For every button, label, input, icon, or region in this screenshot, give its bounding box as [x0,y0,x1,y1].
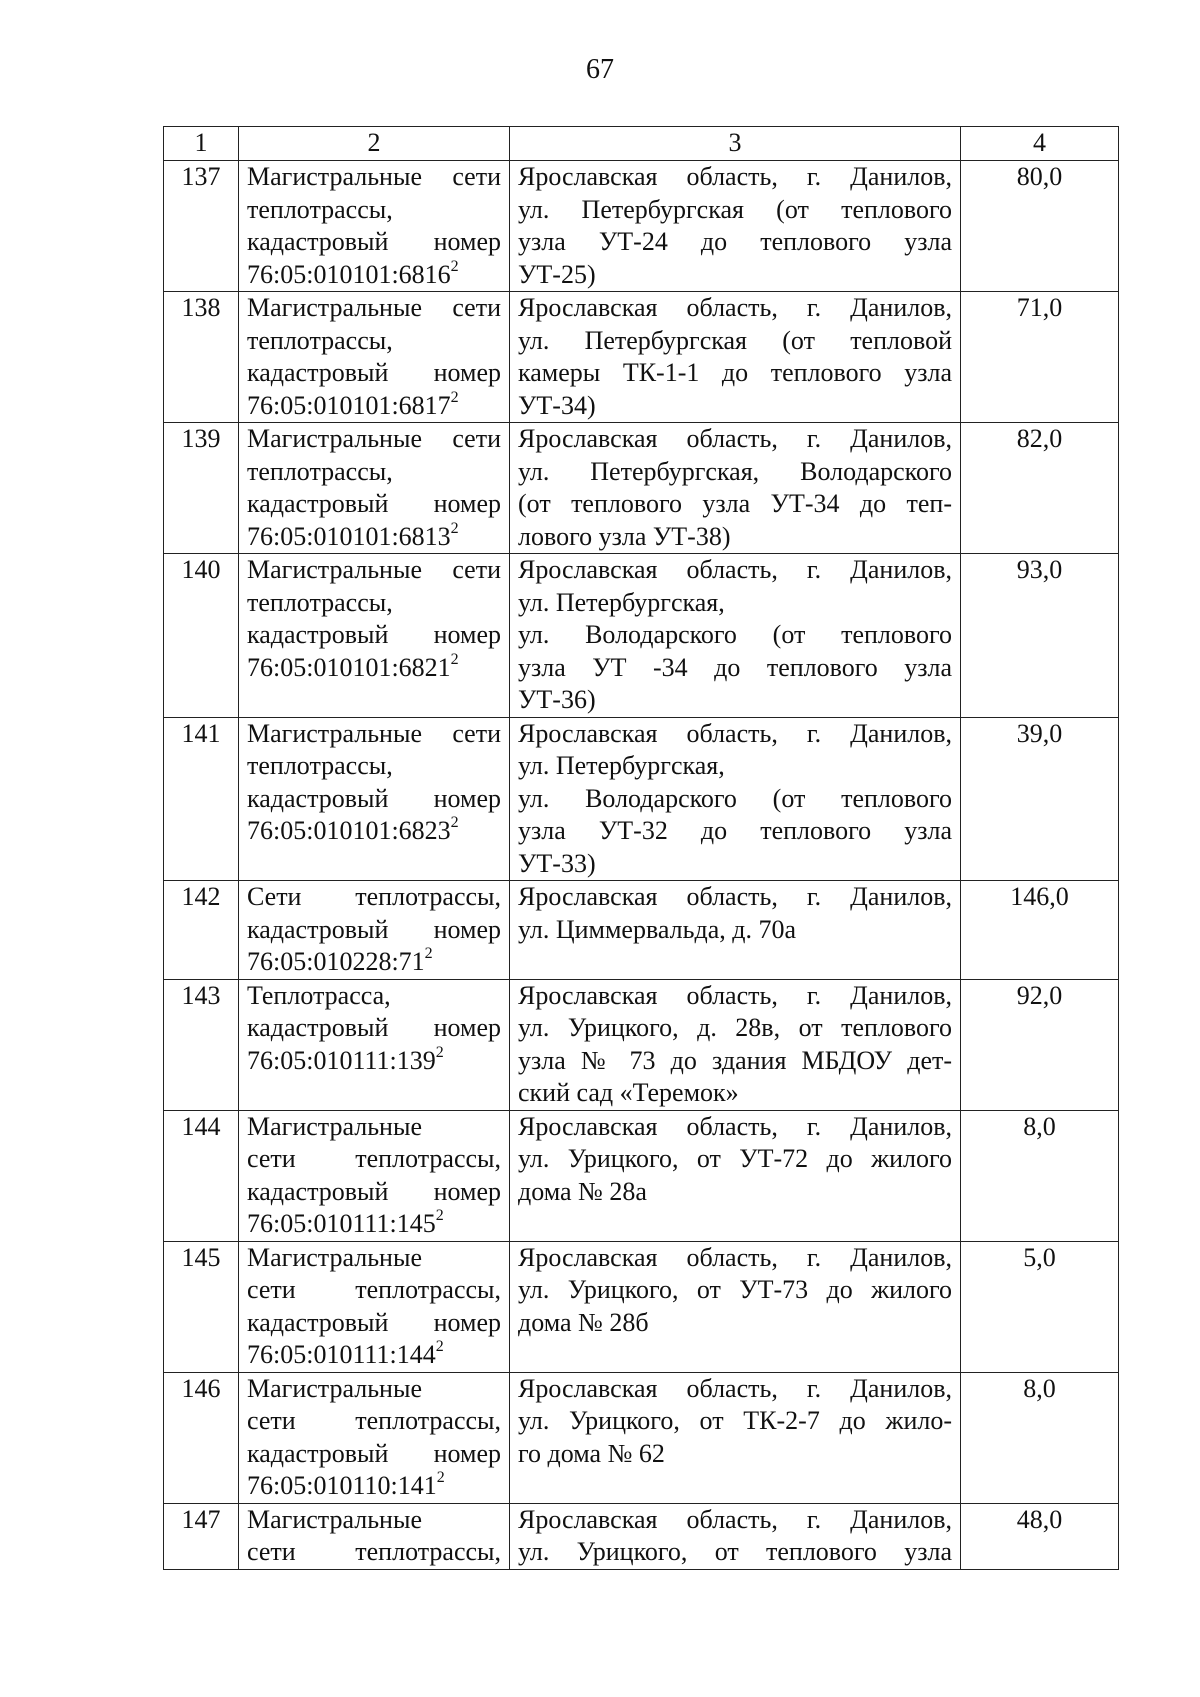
address-line: (от теплового узла УТ-34 до теп- [518,489,952,518]
object-name-line [247,456,501,489]
table-row [164,881,1119,980]
object-name-text: 76:05:010111:144 [247,1340,436,1369]
object-name-text: 76:05:010111:145 [247,1209,436,1238]
address-line: Ярославская область, г. Данилов, [518,1504,952,1534]
object-name-text: кадастровый номер [247,358,501,387]
row-number: 141 [164,717,239,881]
address-cell [510,979,961,1110]
address-line: го дома № 62 [518,1438,665,1468]
address-line: ул. Петербургская, [518,751,725,780]
address-cell [510,1110,961,1241]
object-name-text: 76:05:010101:6816 [247,259,451,289]
object-name-line [247,226,501,259]
object-name-cell [239,1241,510,1372]
object-name-text: теплотрассы, [247,325,393,355]
address-line: Ярославская область, г. Данилов, [518,162,952,191]
address-line: ул. Петербургская (от тепловой [518,325,952,355]
footnote-marker: 2 [435,1207,444,1225]
footnote-marker: 2 [450,519,459,537]
row-number: 147 [164,1503,239,1569]
footnote-marker: 2 [450,650,459,668]
length-value: 80,0 [961,161,1119,292]
register-table [163,126,1119,1570]
address-line: ул. Урицкого, д. 28в, от теплового [518,1013,952,1042]
address-line: ул. Урицкого, от теплового узла [518,1537,952,1566]
object-name-text: 76:05:010101:6813 [247,521,451,551]
object-name-text: кадастровый номер [247,620,501,649]
row-number: 140 [164,554,239,718]
row-number: 142 [164,881,239,980]
object-name-line [247,1176,501,1209]
object-name-text: Магистральные сети [247,424,501,453]
footnote-marker: 2 [436,1469,445,1487]
footnote-marker: 2 [450,388,459,406]
object-name-line [247,1504,501,1537]
object-name-line [247,1143,501,1176]
object-name-cell [239,717,510,881]
object-name-text: Магистральные сети [247,718,501,748]
address-line: ул. Циммервальда, д. 70а [518,914,797,944]
table-row [164,1110,1119,1241]
object-name-line [247,390,501,423]
address-line: узла № 73 до здания МБДОУ дет- [518,1045,952,1075]
object-name-text: сети теплотрассы, [247,1275,501,1304]
object-name-line [247,881,501,914]
column-header: 4 [961,127,1119,161]
length-value: 93,0 [961,554,1119,718]
length-value: 82,0 [961,423,1119,554]
object-name-cell [239,979,510,1110]
length-value: 71,0 [961,292,1119,423]
length-value: 8,0 [961,1372,1119,1503]
address-line: УТ-36) [518,685,596,714]
object-name-text: кадастровый номер [247,914,501,944]
address-cell [510,554,961,718]
object-name-line [247,292,501,325]
row-number: 138 [164,292,239,423]
object-name-text: сети теплотрассы, [247,1537,501,1566]
object-name-text: Сети теплотрассы, [247,882,501,911]
address-line: ский сад «Теремок» [518,1078,739,1107]
object-name-text: кадастровый номер [247,1438,501,1468]
object-name-line [247,1307,501,1340]
address-line: УТ-34) [518,390,596,420]
column-header: 1 [164,127,239,161]
table-row [164,161,1119,292]
object-name-text: 76:05:010101:6821 [247,652,451,682]
object-name-line [247,1111,501,1144]
object-name-line [247,980,501,1013]
address-line: ул. Петербургская, [518,587,725,617]
table-row [164,1241,1119,1372]
table-row [164,554,1119,718]
length-value: 39,0 [961,717,1119,881]
address-line: Ярославская область, г. Данилов, [518,555,952,584]
object-name-cell [239,161,510,292]
address-line: УТ-33) [518,848,596,878]
object-name-text: кадастровый номер [247,227,501,256]
object-name-text: кадастровый номер [247,489,501,518]
row-number: 144 [164,1110,239,1241]
object-name-line [247,1373,501,1406]
row-number: 145 [164,1241,239,1372]
address-line: узла УТ -34 до теплового узла [518,652,952,682]
column-header-row [164,127,1119,161]
object-name-line [247,1045,501,1078]
address-line: дома № 28а [518,1176,647,1206]
object-name-text: теплотрассы, [247,194,393,224]
address-cell [510,717,961,881]
object-name-text: Магистральные [247,1111,422,1141]
object-name-text: кадастровый номер [247,1307,501,1337]
table-row [164,717,1119,881]
length-value: 5,0 [961,1241,1119,1372]
length-value: 8,0 [961,1110,1119,1241]
object-name-line [247,1339,501,1372]
object-name-text: Магистральные сети [247,555,501,584]
object-name-text: 76:05:010111:139 [247,1045,436,1075]
object-name-line [247,652,501,685]
address-line: узла УТ-24 до теплового узла [518,227,952,256]
object-name-text: 76:05:010110:141 [247,1471,437,1500]
address-line: Ярославская область, г. Данилов, [518,424,952,453]
table-row [164,979,1119,1110]
address-line: Ярославская область, г. Данилов, [518,1242,952,1272]
address-line: дома № 28б [518,1307,649,1337]
table-row [164,1503,1119,1569]
row-number: 139 [164,423,239,554]
object-name-text: теплотрассы, [247,751,393,780]
object-name-text: теплотрассы, [247,587,393,617]
footnote-marker: 2 [450,814,459,832]
address-line: Ярославская область, г. Данилов, [518,1111,952,1141]
object-name-line [247,946,501,979]
address-line: лового узла УТ-38) [518,521,731,551]
row-number: 146 [164,1372,239,1503]
object-name-line [247,1536,501,1569]
object-name-line [247,161,501,194]
object-name-text: Теплотрасса, [247,980,391,1010]
address-cell [510,161,961,292]
object-name-text: кадастровый номер [247,1176,501,1206]
object-name-line [247,587,501,620]
object-name-cell [239,1110,510,1241]
address-cell [510,1503,961,1569]
object-name-line [247,1405,501,1438]
address-line: Ярославская область, г. Данилов, [518,718,952,748]
footnote-marker: 2 [424,945,433,963]
object-name-line [247,718,501,751]
object-name-cell [239,292,510,423]
object-name-line [247,783,501,816]
object-name-text: кадастровый номер [247,1013,501,1042]
object-name-line [247,325,501,358]
address-line: ул. Урицкого, от ТК-2-7 до жило- [518,1406,952,1435]
address-line: Ярославская область, г. Данилов, [518,980,952,1010]
object-name-line [247,619,501,652]
address-line: ул. Володарского (от теплового [518,783,952,813]
object-name-line [247,488,501,521]
object-name-line [247,259,501,292]
object-name-line [247,1242,501,1275]
length-value: 48,0 [961,1503,1119,1569]
object-name-cell [239,423,510,554]
column-header: 3 [510,127,961,161]
object-name-text: Магистральные сети [247,293,501,322]
object-name-cell [239,1503,510,1569]
footnote-marker: 2 [435,1338,444,1356]
object-name-line [247,357,501,390]
object-name-cell [239,881,510,980]
address-line: УТ-25) [518,259,596,289]
footnote-marker: 2 [450,257,459,275]
column-header: 2 [239,127,510,161]
object-name-text: теплотрассы, [247,456,393,486]
object-name-text: сети теплотрассы, [247,1144,501,1173]
page-number: 67 [586,54,614,85]
address-cell [510,1241,961,1372]
address-cell [510,423,961,554]
row-number: 143 [164,979,239,1110]
object-name-text: 76:05:010101:6817 [247,390,451,420]
length-value: 92,0 [961,979,1119,1110]
address-line: ул. Урицкого, от УТ-73 до жилого [518,1275,952,1304]
address-line: Ярославская область, г. Данилов, [518,1373,952,1403]
object-name-line [247,815,501,848]
object-name-text: кадастровый номер [247,783,501,813]
address-line: камеры ТК-1-1 до теплового узла [518,358,952,387]
row-number: 137 [164,161,239,292]
object-name-text: Магистральные [247,1504,422,1534]
address-cell [510,292,961,423]
object-name-cell [239,1372,510,1503]
object-name-line [247,554,501,587]
address-line: Ярославская область, г. Данилов, [518,293,952,322]
object-name-line [247,1470,501,1503]
object-name-line [247,914,501,947]
object-name-text: Магистральные [247,1242,422,1272]
object-name-text: сети теплотрассы, [247,1406,501,1435]
length-value: 146,0 [961,881,1119,980]
object-name-line [247,1274,501,1307]
object-name-line [247,194,501,227]
object-name-line [247,1012,501,1045]
table-row [164,292,1119,423]
object-name-line [247,423,501,456]
object-name-line [247,521,501,554]
address-cell [510,1372,961,1503]
address-cell [510,881,961,980]
address-line: ул. Урицкого, от УТ-72 до жилого [518,1144,952,1173]
object-name-line [247,1438,501,1471]
address-line: Ярославская область, г. Данилов, [518,882,952,911]
address-line: ул. Петербургская (от теплового [518,194,952,224]
address-line: ул. Володарского (от теплового [518,620,952,649]
object-name-text: 76:05:010101:6823 [247,816,451,845]
object-name-text: Магистральные сети [247,162,501,191]
object-name-text: Магистральные [247,1373,422,1403]
table-row [164,423,1119,554]
address-line: узла УТ-32 до теплового узла [518,816,952,845]
table-row [164,1372,1119,1503]
object-name-cell [239,554,510,718]
footnote-marker: 2 [435,1043,444,1061]
object-name-line [247,1208,501,1241]
object-name-text: 76:05:010228:71 [247,947,425,976]
address-line: ул. Петербургская, Володарского [518,456,952,486]
object-name-line [247,750,501,783]
